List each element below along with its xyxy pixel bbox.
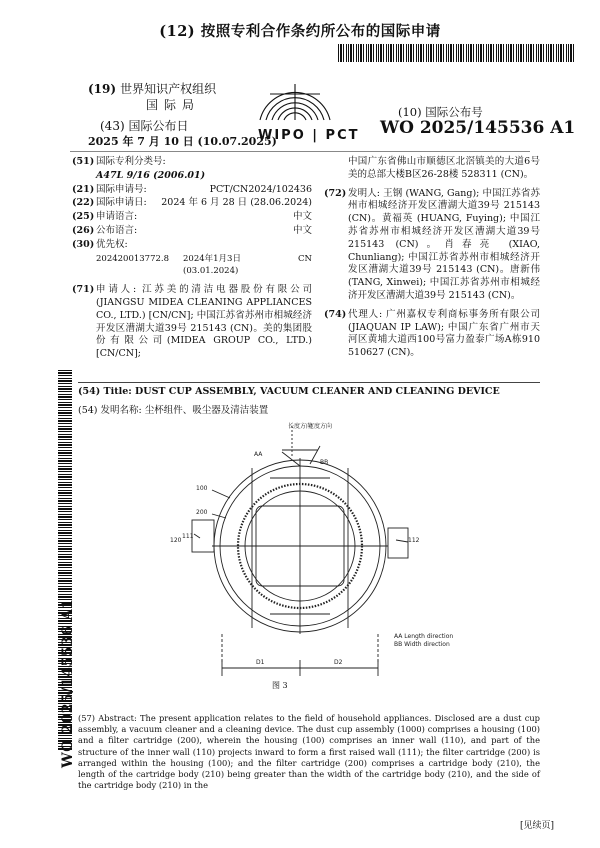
label-width-direction: 宽度方向 (308, 423, 333, 430)
legend-bb: BB Width direction (394, 641, 450, 648)
org-name: (19) 世界知识产权组织 (88, 82, 217, 96)
agent-block: (74) 代理人: 广州嘉权专利商标事务所有限公司 (JIAQUAN IP LAW); 中国广东省广州市天河区黄埔大道西100号富力盈泰广场A栋910 510627 (CN)。 (324, 308, 540, 359)
figure-caption: 图 3 (272, 681, 288, 690)
barcode-top (338, 44, 574, 62)
ref-200: 200 (196, 509, 208, 516)
title-chinese: (54) 发明名称: 尘杯组件、吸尘器及清洁装置 (78, 405, 269, 416)
biblio-row: (30) 优先权: (72, 238, 128, 250)
label-aa: AA (254, 451, 263, 458)
biblio-row: (25) 申请语言: 中文 (72, 211, 312, 223)
side-publication-number: WO 2025/145536 A1 (60, 598, 76, 768)
pub-no-label: (10) 国际公布号 (398, 105, 483, 119)
title-english: (54) Title: DUST CUP ASSEMBLY, VACUUM CLEANER AND CLEANING DEVICE (78, 386, 500, 397)
section-divider (78, 382, 540, 383)
biblio-row: (26) 公布语言: 中文 (72, 224, 312, 236)
pub-number: WO 2025/145536 A1 (380, 118, 576, 138)
org-office: 国际局 (146, 98, 201, 112)
label-bb: BB (320, 459, 329, 466)
left-handle (192, 520, 214, 552)
pub-date-label: (43) 国际公布日 (100, 119, 189, 133)
biblio-left-column (72, 156, 312, 362)
inventors-block: (72) 发明人: 王钢 (WANG, Gang); 中国江苏省苏州市相城经济开发区漕湖大道39号 215143 (CN)。黄福英 (HUANG, Fuying); 中国江苏省苏州市相城经济开发区漕湖大道39号 215143 (CN)。肖春亮 (XIAO, Chunliang); 中国江苏省苏州市相城经济开发区漕湖大道39号 215143 (CN)。唐新伟 (TANG, Xinwei); 中国江苏省苏州市相城经济开发区漕湖大道39号 215143 (CN)。 (324, 187, 540, 301)
right-latch (388, 528, 408, 558)
header-divider (70, 151, 530, 152)
continued-note: [见续页] (520, 821, 555, 831)
abstract: (57) Abstract: The present application relates to the field of household appliances. Disclosed are a dust cup assembly, a vacuum cleaner and a cleaning device. The dust cup assembly (1000) comprises a housing (100) and a filter cartridge (200), wherein the housing (100) comprises an inner wall (110), and part of the structure of the inner wall (110) projects inward to form a first raised wall (111); the filter cartridge (200) is arranged within the housing (100); and the filter cartridge (200) comprises a cartridge body (210), the length of the cartridge body (210) being greater than the width of the cartridge body (210), and the side of the cartridge body (210) in the (78, 713, 540, 791)
dim-d2: D2 (334, 659, 343, 666)
document-title: (12) 按照专利合作条约所公布的国际申请 (159, 23, 441, 40)
biblio-row: (22) 国际申请日: 2024 年 6 月 28 日 (28.06.2024) (72, 197, 312, 209)
biblio-row: (21) 国际申请号: PCT/CN2024/102436 (72, 183, 312, 195)
priority-row: 202420013772.8 2024年1月3日 (03.01.2024) CN (96, 253, 312, 277)
label-length-direction: 长度方向 (288, 423, 313, 430)
ref-100: 100 (196, 485, 208, 492)
patent-figure (160, 418, 500, 698)
biblio-row: (51) 国际专利分类号: (72, 156, 166, 167)
pub-date: 2025 年 7 月 10 日 (10.07.2025) (88, 135, 277, 148)
ref-112: 112 (408, 537, 420, 544)
ref-111: 111 (182, 533, 194, 540)
applicant-block: (71) 申请人: 江苏美的清洁电器股份有限公司 (JIANGSU MIDEA CLEANING APPLIANCES CO., LTD.) [CN/CN]; 中国江苏省苏州市相城经济开发区漕湖大道39号 215143 (CN)。美的集团股份有限公司(MIDEA GROUP CO., LTD.) [CN/CN]; (72, 284, 312, 360)
applicant-continued: 中国广东省佛山市顺德区北滘镇美的大道6号美的总部大楼B区26-28楼 528311 (CN)。 (348, 156, 540, 180)
biblio-row: A47L 9/16 (2006.01) (96, 169, 206, 181)
dim-d1: D1 (256, 659, 265, 666)
wipo-pct-wordmark: WIPO | PCT (258, 128, 360, 143)
biblio-right-column (324, 156, 540, 361)
ref-120: 120 (170, 537, 182, 544)
legend-aa: AA Length direction (394, 633, 454, 640)
